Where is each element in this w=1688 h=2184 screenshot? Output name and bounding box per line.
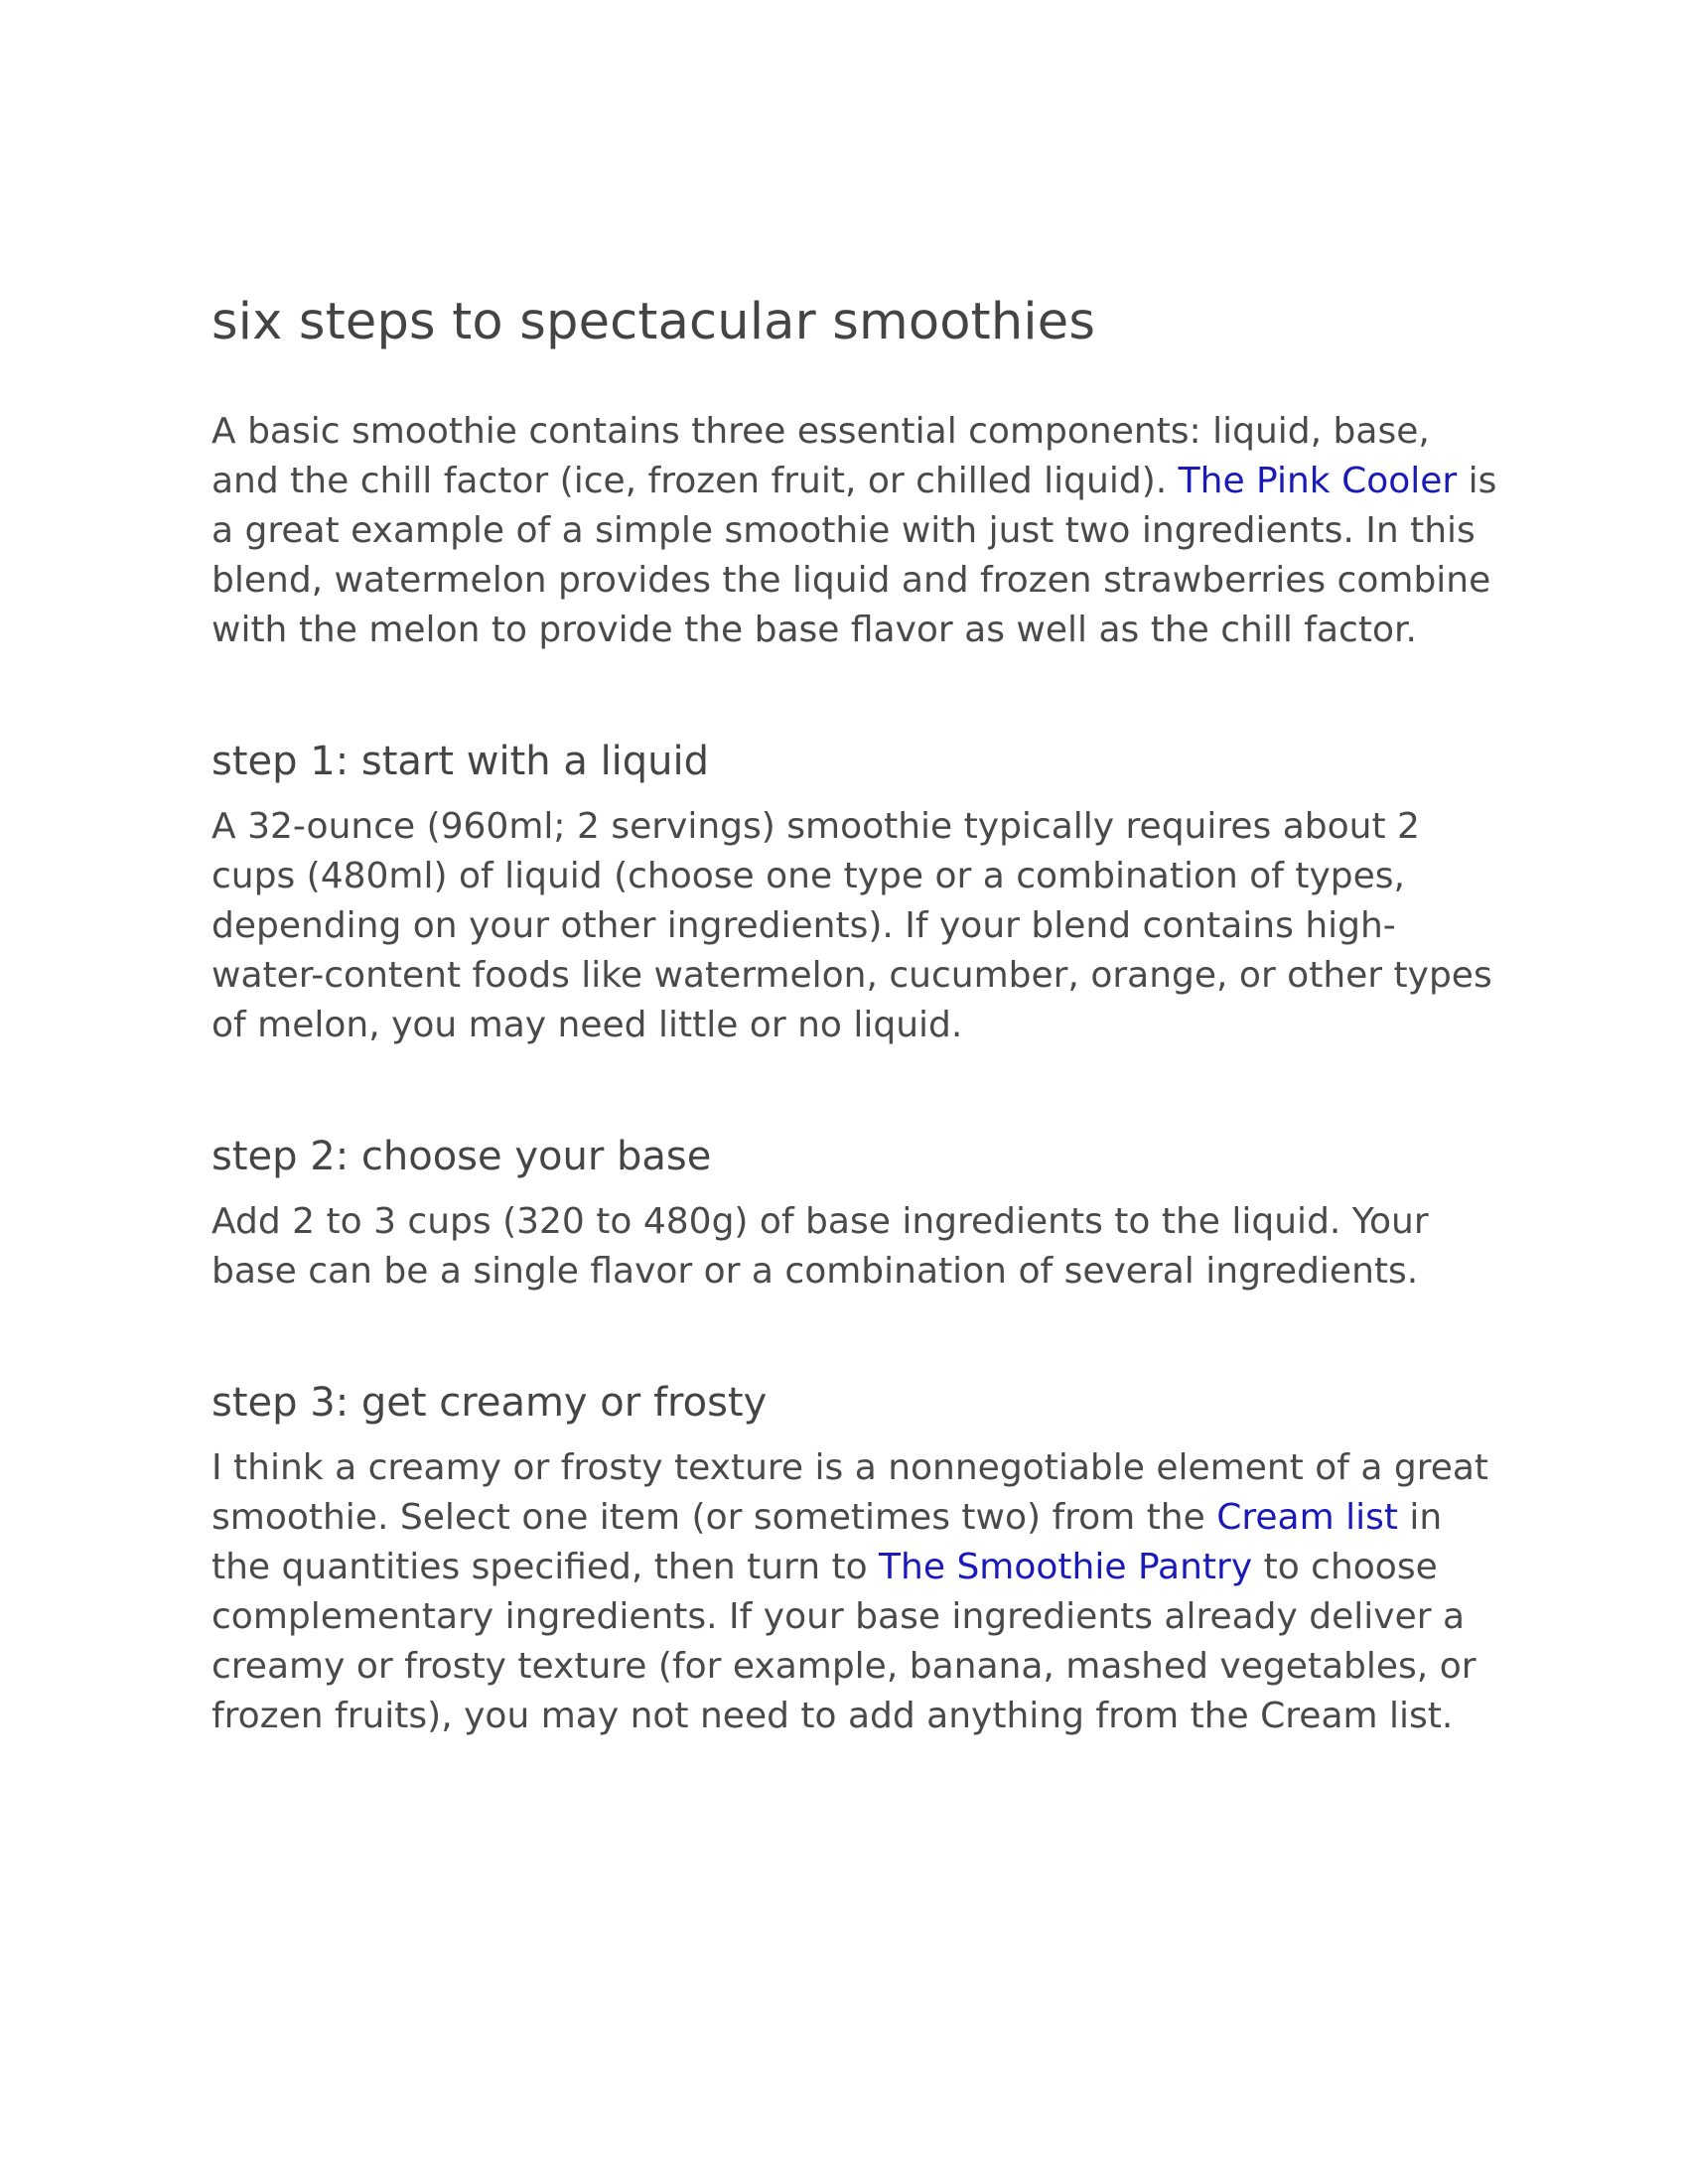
intro-paragraph (211, 407, 1502, 655)
step-2-paragraph: Add 2 to 3 cups (320 to 480g) of base ingredients to the liquid. Your base can be a single flavor or a combination of several ingredients. (211, 1201, 1429, 1292)
step-3-text-3: to choose complementary ingredients. If your base ingredients already deliver a creamy or frosty texture (for example, banana, mashed vegetables, or frozen fruits), you may not need to add anything from the Cream list. (211, 1547, 1477, 1736)
document-body (211, 288, 1502, 1819)
intro-text-2: is a great example of a simple smoothie with just two ingredients. In this blend, watermelon provides the liquid and frozen strawberries combine with the melon to provide the base flavor as well as the chill factor. (211, 461, 1497, 650)
page-title: six steps to spectacular smoothies (211, 293, 1096, 351)
step-2-section (211, 1128, 1502, 1297)
pink-cooler-link[interactable]: The Pink Cooler (1178, 461, 1458, 501)
step-3-heading: step 3: get creamy or frosty (211, 1380, 768, 1426)
step-3-text-1: I think a creamy or frosty texture is a nonnegotiable element of a great smoothie. Select one item (or sometimes two) from the (211, 1447, 1489, 1538)
step-1-paragraph: A 32-ounce (960ml; 2 servings) smoothie typically requires about 2 cups (480ml) of liquid (choose one type or a combination of types, depending on your other ingredients). If your blend contains high-water-content foods like watermelon, cucumber, orange, or other types of melon, you may need little or no liquid. (211, 806, 1492, 1045)
step-1-heading: step 1: start with a liquid (211, 739, 710, 784)
intro-text-1: A basic smoothie contains three essential components: liquid, base, and the chill factor (ice, frozen fruit, or chilled liquid). (211, 411, 1430, 501)
step-3-text-2: in the quantities specified, then turn to (211, 1497, 1443, 1587)
step-3-section (211, 1374, 1502, 1741)
smoothie-pantry-link[interactable]: The Smoothie Pantry (879, 1547, 1253, 1587)
step-2-heading: step 2: choose your base (211, 1134, 712, 1179)
step-3-paragraph (211, 1443, 1502, 1741)
cream-list-link[interactable]: Cream list (1216, 1497, 1398, 1538)
step-1-section (211, 733, 1502, 1050)
